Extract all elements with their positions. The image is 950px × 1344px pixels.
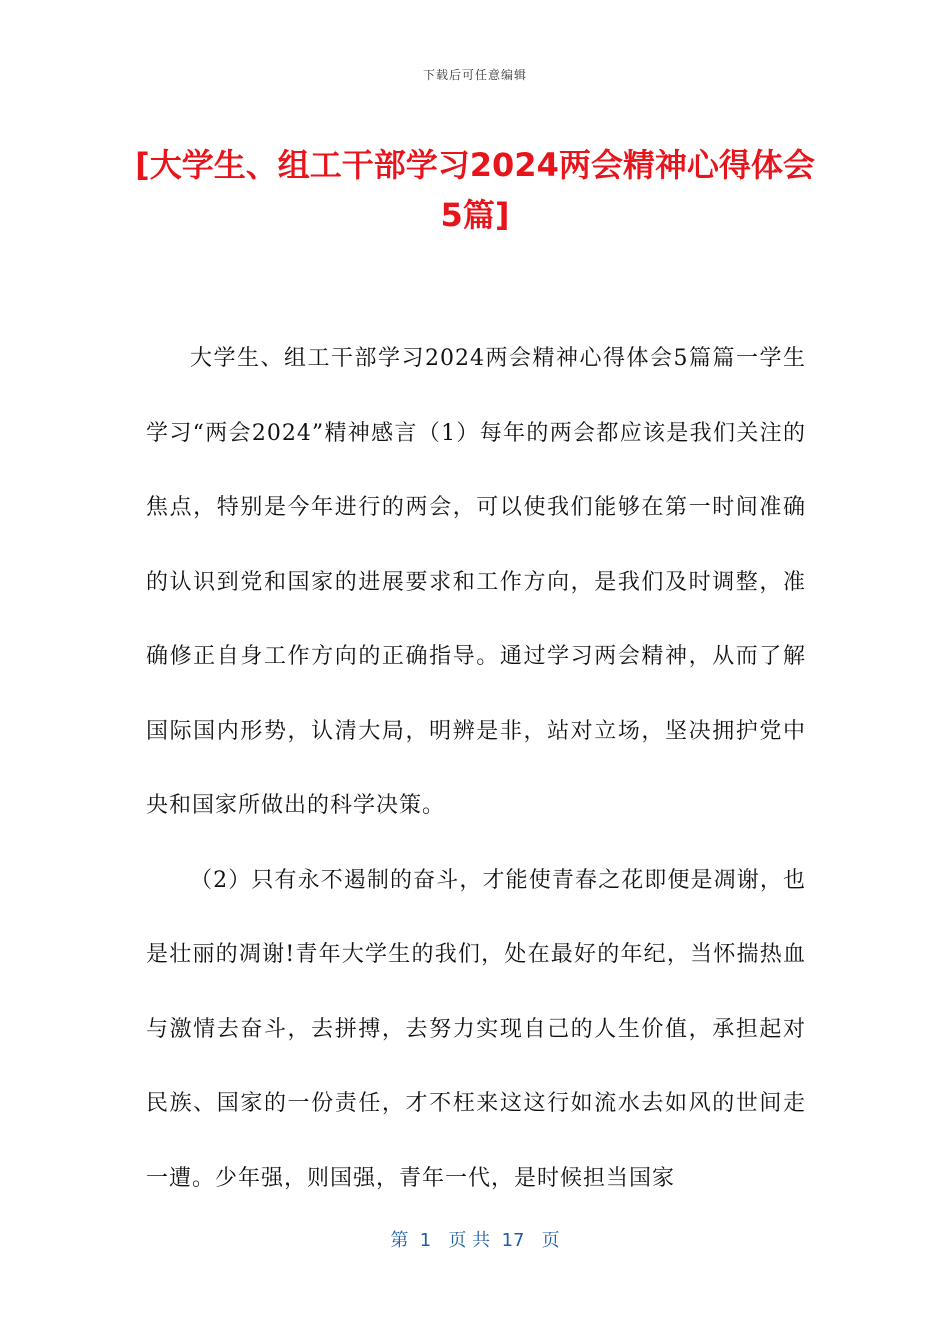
document-body <box>146 322 806 1216</box>
page-number-footer: 第 1 页 共 17 页 <box>390 1230 560 1251</box>
paragraph-1: 大学生、组工干部学习2024两会精神心得体会5篇篇一学生学习“两会2024”精神感言（1）每年的两会都应该是我们关注的焦点，特别是今年进行的两会，可以使我们能够在第一时间准确的认识到党和国家的进展要求和工作方向，是我们及时调整，准确修正自身工作方向的正确指导。通过学习两会精神，从而了解国际国内形势，认清大局，明辨是非，站对立场，坚决拥护党中央和国家所做出的科学决策。 <box>146 346 806 818</box>
document-title: [大学生、组工干部学习2024两会精神心得体会5篇] <box>135 146 815 234</box>
page-header-note: 下载后可任意编辑 <box>422 68 527 82</box>
paragraph-2: （2）只有永不遏制的奋斗，才能使青春之花即便是凋谢，也是壮丽的凋谢!青年大学生的我们，处在最好的年纪，当怀揣热血与激情去奋斗，去拼搏，去努力实现自己的人生价值，承担起对民族、国家的一份责任，才不枉来这这行如流水去如风的世间走一遭。少年强，则国强，青年一代，是时候担当国家 <box>146 867 806 1191</box>
